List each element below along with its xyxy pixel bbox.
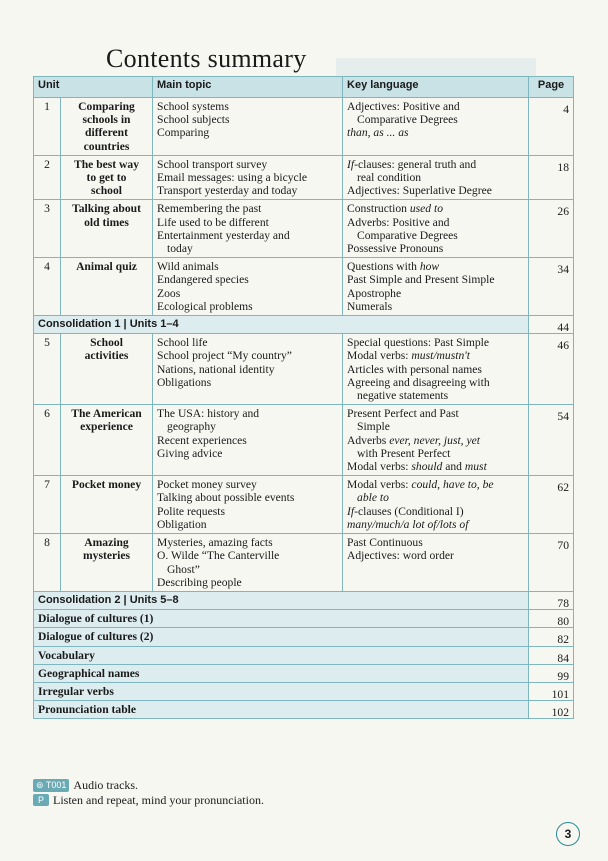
key-language-cell xyxy=(343,476,529,534)
unit-page xyxy=(529,200,574,258)
table-header-row xyxy=(34,77,574,98)
key-language-line: Adjectives: Superlative Degree xyxy=(347,184,492,198)
unit-number: 7 xyxy=(34,476,61,534)
topic-line: Recent experiences xyxy=(157,433,247,447)
topic-line: geography xyxy=(167,420,216,434)
consolidation-label: Consolidation 2 | Units 5–8 xyxy=(34,591,529,609)
unit-row xyxy=(34,405,574,476)
key-language-line: Numerals xyxy=(347,299,393,313)
topic-line: School project “My country” xyxy=(157,349,292,363)
unit-title-line: experience xyxy=(80,420,133,434)
key-language-line: Articles with personal names xyxy=(347,362,482,376)
legend-listen xyxy=(33,793,264,808)
unit-number: 1 xyxy=(34,98,61,156)
unit-title-line: schools in xyxy=(82,113,131,127)
unit-title xyxy=(61,155,153,200)
unit-title-line: Talking about xyxy=(72,202,141,216)
topic-line: School life xyxy=(157,336,208,350)
unit-row xyxy=(34,258,574,316)
key-language-cell xyxy=(343,334,529,405)
key-language-line: Construction used to xyxy=(347,202,443,216)
key-language-line: with Present Perfect xyxy=(357,446,451,460)
topic-line: Pocket money survey xyxy=(157,478,257,492)
key-language-line: Adverbs ever, never, just, yet xyxy=(347,433,480,447)
key-language-line: Adjectives: word order xyxy=(347,549,454,563)
unit-title-line: Comparing xyxy=(78,100,135,113)
topic-line: Zoos xyxy=(157,286,181,300)
key-language-line: Modal verbs: should and must xyxy=(347,460,487,474)
topic-line: Nations, national identity xyxy=(157,362,275,376)
key-language-line: than, as ... as xyxy=(347,126,409,140)
unit-title-line: School xyxy=(90,336,123,350)
page-value: 18 xyxy=(557,160,570,174)
topic-line: Polite requests xyxy=(157,504,225,518)
consolidation-row xyxy=(34,316,574,334)
page-value: 4 xyxy=(563,103,570,116)
pronunciation-icon: P xyxy=(33,794,49,806)
key-language-line: If-clauses: general truth and xyxy=(347,157,477,171)
appendix-row xyxy=(34,664,574,682)
page-title: Contents summary xyxy=(106,44,307,73)
key-language-line: Possessive Pronouns xyxy=(347,242,444,256)
unit-title-line: different xyxy=(85,126,128,140)
appendix-label: Dialogue of cultures (2) xyxy=(34,628,529,646)
page-value: 99 xyxy=(557,669,570,683)
key-language-line: Present Perfect and Past xyxy=(347,407,459,421)
key-language-line: Agreeing and disagreeing with xyxy=(347,375,490,389)
header-unit: Unit xyxy=(34,77,153,98)
topic-line: today xyxy=(167,242,193,256)
appendix-page xyxy=(529,682,574,700)
main-topic-cell xyxy=(153,334,343,405)
unit-page xyxy=(529,155,574,200)
main-topic-cell xyxy=(153,405,343,476)
topic-line: Obligation xyxy=(157,517,207,531)
appendix-page xyxy=(529,701,574,719)
topic-line: Email messages: using a bicycle xyxy=(157,171,308,185)
topic-line: Ghost” xyxy=(167,562,200,576)
consolidation-label: Consolidation 1 | Units 1–4 xyxy=(34,316,529,334)
page-value: 34 xyxy=(557,263,570,277)
topic-line: Describing people xyxy=(157,575,242,589)
topic-line: Talking about possible events xyxy=(157,491,295,505)
unit-number: 5 xyxy=(34,334,61,405)
unit-title-line: The best way xyxy=(73,157,140,171)
page-value: 101 xyxy=(551,687,570,701)
unit-page xyxy=(529,476,574,534)
page-value: 102 xyxy=(551,706,570,720)
unit-row xyxy=(34,98,574,156)
unit-title-line: Amazing xyxy=(84,536,129,550)
unit-row xyxy=(34,200,574,258)
appendix-row xyxy=(34,701,574,719)
key-language-line: Apostrophe xyxy=(347,286,402,300)
topic-line: O. Wilde “The Canterville xyxy=(157,549,280,563)
main-topic-cell xyxy=(153,476,343,534)
main-topic-cell xyxy=(153,155,343,200)
unit-number: 2 xyxy=(34,155,61,200)
unit-title-line: Pocket money xyxy=(71,478,142,492)
key-language-cell xyxy=(343,405,529,476)
page-value: 82 xyxy=(557,633,570,647)
consolidation-row xyxy=(34,591,574,609)
unit-title xyxy=(61,98,153,156)
appendix-label: Vocabulary xyxy=(34,646,529,664)
key-language-line: Special questions: Past Simple xyxy=(347,336,490,350)
key-language-line: Simple xyxy=(357,420,390,434)
unit-title-line: countries xyxy=(83,139,130,153)
main-topic-cell xyxy=(153,534,343,592)
main-topic-cell xyxy=(153,98,343,156)
header-main-topic: Main topic xyxy=(153,77,343,98)
topic-line: Giving advice xyxy=(157,446,223,460)
appendix-label: Irregular verbs xyxy=(34,682,529,700)
appendix-page xyxy=(529,610,574,628)
consolidation-page xyxy=(529,591,574,609)
key-language-line: Modal verbs: must/mustn't xyxy=(347,349,470,363)
unit-number: 4 xyxy=(34,258,61,316)
topic-line: Transport yesterday and today xyxy=(157,184,298,198)
key-language-line: Past Continuous xyxy=(347,536,423,550)
page-value: 78 xyxy=(557,596,570,610)
unit-page xyxy=(529,334,574,405)
topic-line: The USA: history and xyxy=(157,407,260,421)
unit-title-line: school xyxy=(91,184,122,198)
key-language-cell xyxy=(343,155,529,200)
audio-track-icon: ⊚ T001 xyxy=(33,779,69,792)
legend-audio xyxy=(33,778,138,793)
unit-row xyxy=(34,155,574,200)
unit-page xyxy=(529,405,574,476)
unit-page xyxy=(529,258,574,316)
unit-row xyxy=(34,334,574,405)
appendix-page xyxy=(529,646,574,664)
key-language-line: If-clauses (Conditional I) xyxy=(347,504,464,518)
unit-number: 3 xyxy=(34,200,61,258)
appendix-label: Dialogue of cultures (1) xyxy=(34,610,529,628)
unit-number: 6 xyxy=(34,405,61,476)
topic-line: Endangered species xyxy=(157,273,249,287)
topic-line: Obligations xyxy=(157,375,212,389)
key-language-cell xyxy=(343,200,529,258)
audio-badge-label: T001 xyxy=(45,780,67,790)
key-language-line: Modal verbs: could, have to, be xyxy=(347,478,494,492)
topic-line: Life used to be different xyxy=(157,215,269,229)
appendix-row xyxy=(34,646,574,664)
page-value: 46 xyxy=(557,339,570,353)
topic-line: Mysteries, amazing facts xyxy=(157,536,273,550)
key-language-line: Adjectives: Positive and xyxy=(347,100,460,113)
unit-title xyxy=(61,405,153,476)
topic-line: School transport survey xyxy=(157,157,268,171)
unit-title-line: old times xyxy=(84,215,129,229)
appendix-page xyxy=(529,664,574,682)
unit-row xyxy=(34,476,574,534)
unit-title-line: mysteries xyxy=(83,549,130,563)
main-topic-cell xyxy=(153,200,343,258)
appendix-row xyxy=(34,682,574,700)
contents-table xyxy=(33,76,574,719)
page-value: 26 xyxy=(557,205,570,219)
key-language-line: many/much/a lot of/lots of xyxy=(347,517,469,531)
page-value: 80 xyxy=(557,615,570,629)
key-language-cell xyxy=(343,98,529,156)
main-topic-cell xyxy=(153,258,343,316)
unit-number: 8 xyxy=(34,534,61,592)
appendix-page xyxy=(529,628,574,646)
key-language-line: real condition xyxy=(357,171,422,185)
unit-title-line: activities xyxy=(84,349,129,363)
key-language-cell xyxy=(343,258,529,316)
unit-title xyxy=(61,258,153,316)
appendix-row xyxy=(34,628,574,646)
unit-title-line: to get to xyxy=(86,171,127,185)
topic-line: School subjects xyxy=(157,113,230,127)
topic-line: Entertainment yesterday and xyxy=(157,228,290,242)
legend-audio-text: Audio tracks. xyxy=(73,778,139,792)
page-value: 62 xyxy=(557,481,570,495)
key-language-line: Past Simple and Present Simple xyxy=(347,273,495,287)
key-language-line: Questions with how xyxy=(347,260,440,274)
topic-line: School systems xyxy=(157,100,229,113)
key-language-line: Comparative Degrees xyxy=(357,113,458,127)
unit-title xyxy=(61,334,153,405)
key-language-line: Comparative Degrees xyxy=(357,228,458,242)
unit-page xyxy=(529,98,574,156)
unit-row xyxy=(34,534,574,592)
page-value: 84 xyxy=(557,651,570,665)
appendix-label: Pronunciation table xyxy=(34,701,529,719)
page-value: 70 xyxy=(557,539,570,553)
key-language-line: able to xyxy=(357,491,389,505)
unit-title-line: The American xyxy=(71,407,142,421)
unit-title xyxy=(61,534,153,592)
consolidation-page xyxy=(529,316,574,334)
key-language-line: negative statements xyxy=(357,389,449,403)
page-number: 3 xyxy=(556,822,580,846)
header-key-language: Key language xyxy=(343,77,529,98)
header-page: Page xyxy=(529,77,574,98)
unit-title xyxy=(61,200,153,258)
page-value: 44 xyxy=(557,321,570,335)
appendix-label: Geographical names xyxy=(34,664,529,682)
unit-title-line: Animal quiz xyxy=(76,260,137,274)
topic-line: Remembering the past xyxy=(157,202,262,216)
unit-title xyxy=(61,476,153,534)
unit-page xyxy=(529,534,574,592)
appendix-row xyxy=(34,610,574,628)
topic-line: Ecological problems xyxy=(157,299,253,313)
page-value: 54 xyxy=(557,410,570,424)
key-language-line: Adverbs: Positive and xyxy=(347,215,450,229)
topic-line: Comparing xyxy=(157,126,210,140)
legend-listen-text: Listen and repeat, mind your pronunciation. xyxy=(53,793,264,807)
topic-line: Wild animals xyxy=(157,260,219,274)
key-language-cell xyxy=(343,534,529,592)
